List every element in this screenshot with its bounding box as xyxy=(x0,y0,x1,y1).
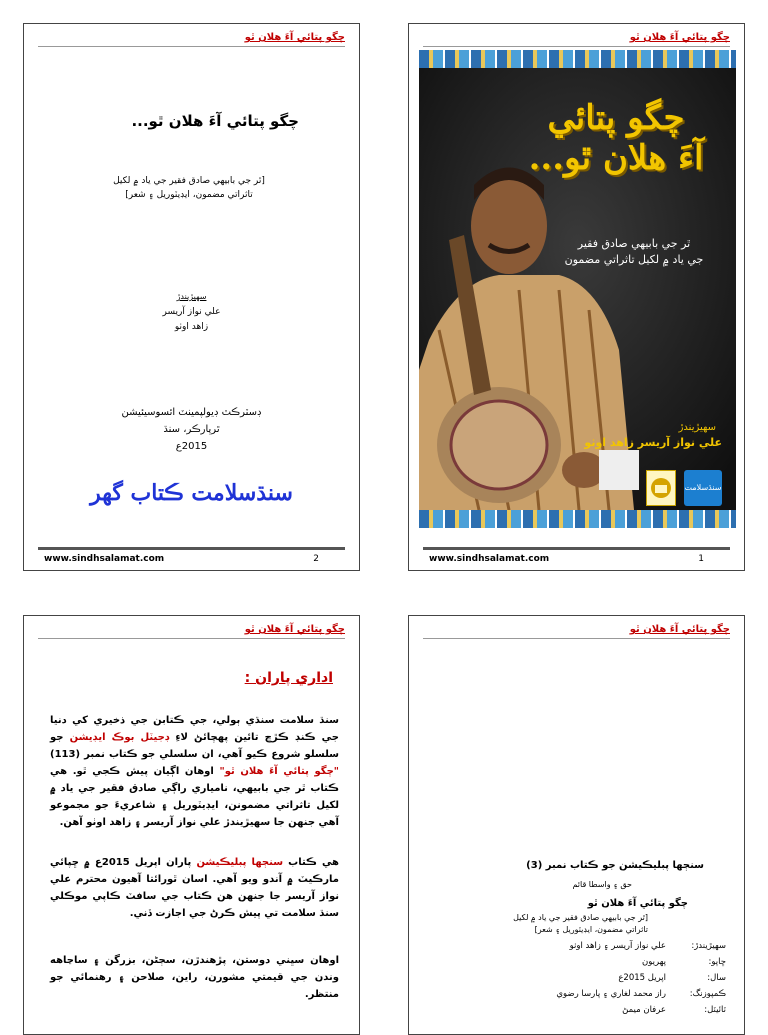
credit-row xyxy=(496,970,726,986)
editor-2: زاهد اوٺو xyxy=(174,322,209,332)
series-title: سنڄها پبليڪيشن جو ڪتاب نمبر (3) xyxy=(526,860,704,871)
page-header-title: چگو پتائي آءَ هلان ٿو xyxy=(244,32,345,43)
cover-subtitle xyxy=(554,236,714,268)
footer-divider xyxy=(423,547,730,550)
credit-label: ڪمپوزنگ: xyxy=(689,989,726,999)
editorial-heading: اداري پاران : xyxy=(244,670,333,686)
publisher-year: 2015ع xyxy=(175,441,208,452)
header-divider xyxy=(38,46,345,47)
credit-value: علي نواز آريسر ۽ زاهد اوٺو xyxy=(569,941,666,951)
page-1-cover xyxy=(408,23,745,571)
editorial-paragraph-2 xyxy=(50,854,339,922)
editorial-paragraph-3: اوهان سڀني دوستن، پڙهندڙن، سڄڻن، بزرگن ۽ ساڃاهه وندن جي قيمتي مشورن، راين، صلاحن ۽ رهنمائي جو منتظر. xyxy=(50,955,339,1000)
footer-url[interactable]: www.sindhsalamat.com xyxy=(44,554,165,564)
paragraph-text: هي ڪتاب xyxy=(283,857,339,868)
credit-row xyxy=(496,938,726,954)
publisher-logo: سنڌسلامت xyxy=(684,470,722,506)
header-divider xyxy=(423,638,730,639)
credit-value: راز محمد لغاري ۽ پارسا رضوي xyxy=(556,989,666,999)
editor-1: علي نواز آريسر xyxy=(162,307,221,317)
paragraph-text: سنڌ سلامت سنڌي ٻولي، جي ڪتابن جي ذخيري کي دنيا جي ڪنڊ ڪڙڇ تائين پهچائڻ لاءِ xyxy=(50,715,340,743)
editors-label: سهيڙيندڙ xyxy=(176,292,207,301)
page-header-title: چگو پتائي آءَ هلان ٿو xyxy=(629,32,730,43)
credits-subtitle-line-1: [ٿر جي بابيهي صادق فقير جي ياد ۾ لکيل xyxy=(513,913,648,922)
book-subtitle-line-1: [ٿر جي بابيهي صادق فقير جي ياد ۾ لکيل xyxy=(113,176,265,186)
publisher-name: ڊسٽرڪٽ ڊيولپمينٽ ائسوسيئيشن xyxy=(121,407,262,418)
cover-title-line-1: چگو پتائي xyxy=(547,98,685,138)
page-3-credits xyxy=(408,615,745,1035)
credits-book-subtitle xyxy=(513,912,648,936)
highlighted-publisher: سنڄها پبليڪيشن xyxy=(196,857,284,868)
credit-value: عرفان ميمڻ xyxy=(622,1005,666,1015)
emblem-icon xyxy=(647,471,675,505)
highlighted-text: ڊجيٽل بوڪ ايڊيشن xyxy=(69,732,170,743)
credits-subtitle-line-2: تاثراتي مضمون، ايڊيٽوريل ۽ شعر] xyxy=(534,925,648,934)
paragraph-text: جو سلسلو شروع ڪيو آهي، ان سلسلي جو ڪتاب نمبر (113) xyxy=(50,732,339,760)
cover-image xyxy=(419,50,736,528)
cover-title xyxy=(516,98,716,178)
emblem-logo xyxy=(646,470,676,506)
credit-label: سهيڙيندڙ: xyxy=(691,941,726,951)
cover-pattern-band-bottom xyxy=(419,510,736,528)
credit-label: سال: xyxy=(707,973,726,983)
cover-editors-label: سهيڙيندڙ xyxy=(678,422,716,433)
cover-subtitle-line-2: جي ياد ۾ لکيل تاثراتي مضمون xyxy=(564,253,704,266)
footer-divider xyxy=(38,547,345,550)
page-number: 2 xyxy=(313,554,319,564)
cover-editors: علي نواز آريسر زاهد اوٺو xyxy=(584,436,722,449)
book-subtitle-line-2: تاثراتي مضمون، ايڊيٽوريل ۽ شعر] xyxy=(125,190,253,200)
paragraph-text: اوهان اڳيان پيش ڪجي ٿو. هي ڪتاب ٿر جي بابيهي، نامياري راڳي صادق فقير جي ياد ۾ لکيل تاثراتي مضمونن، ايڊيٽوريل ۽ شاعريءَ جو مجموعو آهي جنهن جا سهيڙيندڙ علي نواز آريسر ۽ زاهد اوٺو آهن. xyxy=(50,766,339,828)
page-header-title: چگو پتائي آءَ هلان ٿو xyxy=(244,624,345,635)
credit-value: اپريل 2015ع xyxy=(618,973,666,983)
credit-value: پهريون xyxy=(642,957,666,967)
publisher-block xyxy=(24,404,359,455)
credit-row xyxy=(496,1002,726,1018)
page-number: 1 xyxy=(698,554,704,564)
rights-notice: حق ۽ واسطا قائم xyxy=(572,880,632,889)
editorial-paragraph-1 xyxy=(50,712,339,831)
page-header-title: چگو پتائي آءَ هلان ٿو xyxy=(629,624,730,635)
credit-label: ٽائيٽل: xyxy=(704,1005,726,1015)
credit-row xyxy=(496,986,726,1002)
cover-subtitle-line-1: ٿر جي بابيهي صادق فقير xyxy=(577,237,691,250)
publisher-location: ٿرپارڪر، سنڌ xyxy=(163,424,220,435)
credits-list xyxy=(496,938,726,1018)
header-divider xyxy=(423,46,730,47)
credit-row xyxy=(496,954,726,970)
footer-url[interactable]: www.sindhsalamat.com xyxy=(429,554,550,564)
cover-title-line-2: آءَ هلان ٿو... xyxy=(528,138,704,178)
credit-label: ڇاپو: xyxy=(708,957,726,967)
page-4-editorial xyxy=(23,615,360,1035)
header-divider xyxy=(38,638,345,639)
book-title: چگو پتائي آءَ هلان ٿو... xyxy=(131,112,299,130)
highlighted-book-title: "چگو پتائي آءَ هلان ٿو" xyxy=(219,766,340,777)
page-2-title xyxy=(23,23,360,571)
paragraph-text: پاران اپريل 2015ع ۾ ڇپائي مارڪيٽ ۾ آندو ويو آهي. اسان ٿورائتا آهيون محترم علي نواز آريسر جا جنهن هن ڪتاب جي سافٽ ڪاپي موڪلي سنڌ سلامت تي پيش ڪرڻ جي اجازت ڏني. xyxy=(50,857,339,919)
book-subtitle xyxy=(79,174,299,202)
credits-book-title: چگو پتائي آءَ هلان ٿو xyxy=(587,898,688,909)
brand-logo-text: سنڌسلامت ڪتاب گھر xyxy=(90,480,293,506)
